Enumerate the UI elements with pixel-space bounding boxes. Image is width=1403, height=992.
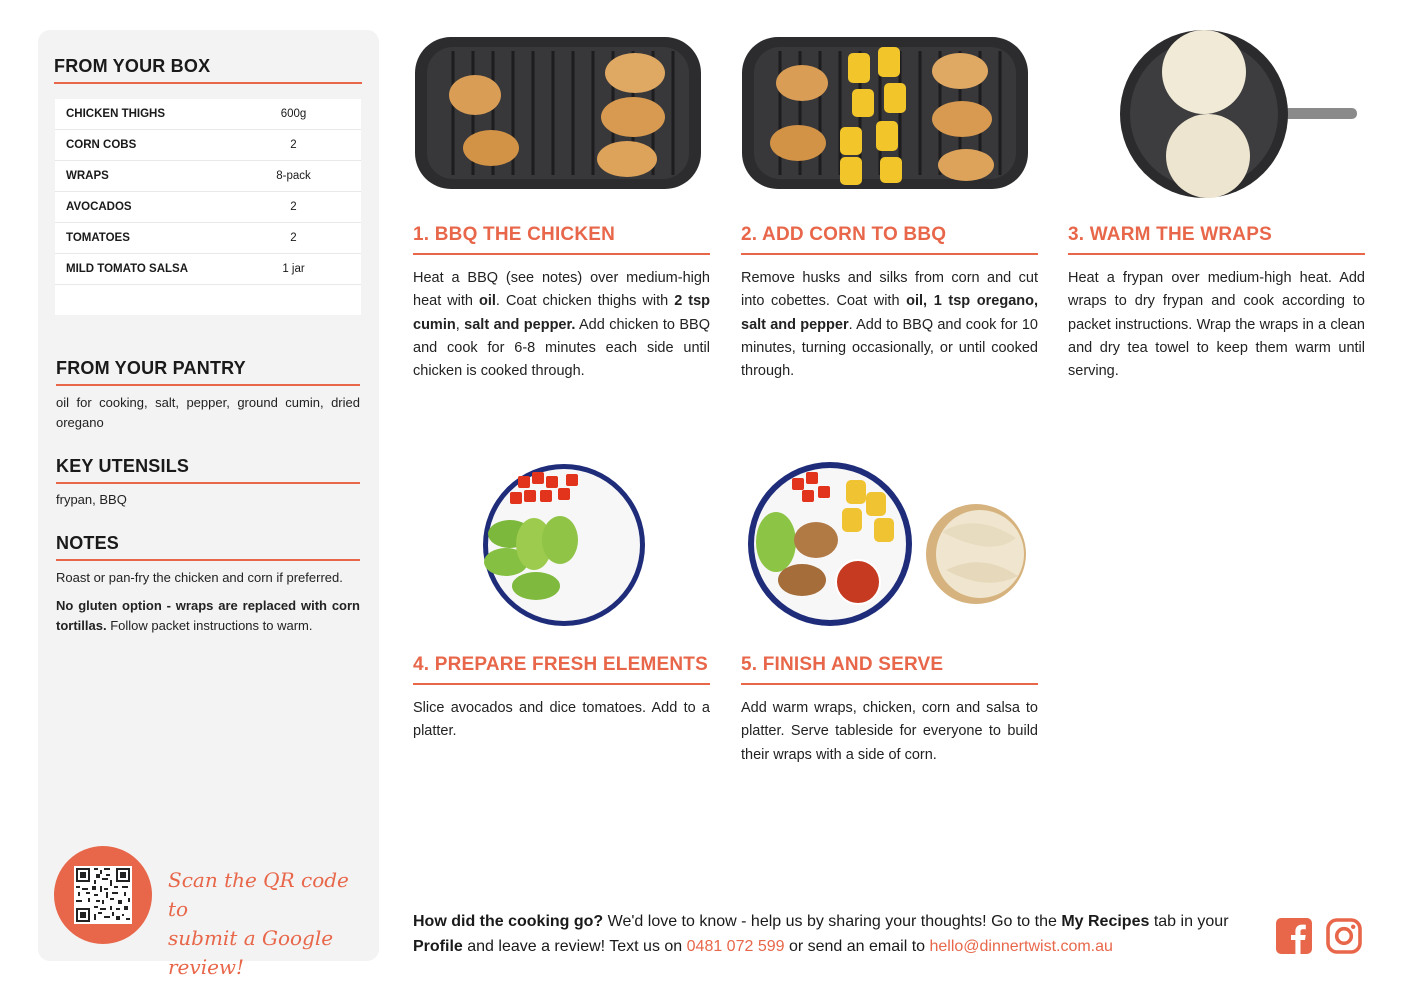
ingredient-qty: 600g bbox=[280, 108, 307, 120]
step-text-bold: 2 tsp cumin bbox=[413, 293, 710, 333]
step-text-bold: salt and pepper. bbox=[464, 316, 576, 333]
ingredient-qty: 2 bbox=[290, 201, 297, 213]
footer-text: and leave a review! Text us on bbox=[462, 938, 687, 955]
section-divider bbox=[56, 384, 360, 386]
step-text-bold: oil bbox=[479, 293, 496, 310]
email-link[interactable]: hello@dinnertwist.com.au bbox=[929, 938, 1113, 955]
table-row bbox=[55, 99, 361, 130]
step-1-photo bbox=[413, 33, 703, 193]
footer-question: How did the cooking go? bbox=[413, 913, 604, 930]
step-text-run: Heat a BBQ (see notes) over medium-high heat with bbox=[413, 270, 710, 310]
ingredient-name: AVOCADOS bbox=[66, 201, 132, 213]
step-4-photo bbox=[470, 462, 660, 627]
step-text-run: Heat a frypan over medium-high heat. Add wraps to dry frypan and cook according to packet instructions. Wrap the wraps in a clean and dry tea towel to keep them warm until serving. bbox=[1068, 270, 1365, 380]
step-5-photo bbox=[746, 462, 1032, 627]
facebook-icon[interactable] bbox=[1276, 918, 1312, 954]
no-gluten-bold: No gluten option - wraps are replaced with corn tortillas. bbox=[56, 598, 360, 633]
step-text-run: . Add to BBQ and cook for 10 minutes, turning occasionally, or until cooked through. bbox=[741, 316, 1038, 380]
table-row bbox=[55, 130, 361, 161]
step-1-title: 1. BBQ THE CHICKEN bbox=[413, 224, 616, 245]
step-5-text bbox=[741, 697, 1038, 767]
section-divider bbox=[56, 482, 360, 484]
step-divider bbox=[741, 683, 1038, 685]
step-divider bbox=[413, 253, 710, 255]
review-footer bbox=[413, 909, 1263, 959]
notes-text: Roast or pan-fry the chicken and corn if preferred. bbox=[56, 570, 343, 585]
step-text-run: Add chicken to BBQ and cook for 6-8 minutes each side until chicken is cooked through. bbox=[413, 316, 710, 380]
step-text-run: Add warm wraps, chicken, corn and salsa to platter. Serve tableside for everyone to build their wraps with a side of corn. bbox=[741, 700, 1038, 763]
step-1-text bbox=[413, 267, 710, 383]
phone-link[interactable]: 0481 072 599 bbox=[686, 938, 785, 955]
ingredient-name: WRAPS bbox=[66, 170, 109, 182]
step-2-photo bbox=[740, 33, 1030, 193]
step-text-run: . Coat chicken thighs with bbox=[495, 293, 675, 310]
step-text-run: Slice avocados and dice tomatoes. Add to a platter. bbox=[413, 700, 710, 740]
step-2-title: 2. ADD CORN TO BBQ bbox=[741, 224, 947, 245]
table-row bbox=[55, 254, 361, 285]
step-text-run: , bbox=[455, 316, 465, 333]
profile-label: Profile bbox=[413, 938, 463, 955]
step-4-text bbox=[413, 697, 710, 744]
from-your-pantry-title: FROM YOUR PANTRY bbox=[56, 358, 246, 378]
table-row-empty bbox=[55, 285, 361, 315]
step-divider bbox=[741, 253, 1038, 255]
step-divider bbox=[413, 683, 710, 685]
footer-text: tab in your bbox=[1149, 913, 1229, 930]
pantry-text: oil for cooking, salt, pepper, ground cumin, dried oregano bbox=[56, 395, 360, 430]
key-utensils-title: KEY UTENSILS bbox=[56, 456, 190, 476]
qr-code[interactable] bbox=[74, 866, 132, 924]
step-4-title: 4. PREPARE FRESH ELEMENTS bbox=[413, 654, 708, 675]
step-3-photo bbox=[1108, 28, 1358, 200]
ingredient-name: MILD TOMATO SALSA bbox=[66, 263, 189, 275]
table-row bbox=[55, 161, 361, 192]
ingredient-qty: 8-pack bbox=[276, 170, 311, 182]
footer-text: We'd love to know - help us by sharing your thoughts! Go to the bbox=[603, 913, 1062, 930]
step-5-title: 5. FINISH AND SERVE bbox=[741, 654, 944, 675]
ingredient-name: TOMATOES bbox=[66, 232, 130, 244]
footer-text: or send an email to bbox=[784, 938, 930, 955]
notes-title: NOTES bbox=[56, 533, 120, 553]
from-your-box-title: FROM YOUR BOX bbox=[54, 56, 211, 76]
instagram-icon[interactable] bbox=[1326, 918, 1362, 954]
box-ingredients-table bbox=[55, 99, 361, 315]
qr-code-icon bbox=[74, 866, 132, 924]
qr-caption bbox=[168, 866, 368, 982]
no-gluten-rest: Follow packet instructions to warm. bbox=[106, 618, 313, 633]
qr-caption-line: Scan the QR code to bbox=[168, 868, 349, 921]
section-divider bbox=[54, 82, 362, 84]
no-gluten-note bbox=[56, 596, 360, 636]
qr-caption-line: submit a Google review! bbox=[168, 926, 334, 979]
utensils-text: frypan, BBQ bbox=[56, 492, 127, 507]
ingredient-qty: 2 bbox=[290, 232, 297, 244]
ingredient-name: CHICKEN THIGHS bbox=[66, 108, 166, 120]
step-text-run: Remove husks and silks from corn and cut into cobettes. Coat with bbox=[741, 270, 1038, 310]
step-3-text bbox=[1068, 267, 1365, 383]
ingredient-qty: 1 jar bbox=[282, 263, 305, 275]
step-2-text bbox=[741, 267, 1038, 383]
table-row bbox=[55, 223, 361, 254]
my-recipes-label: My Recipes bbox=[1061, 913, 1150, 930]
step-text-bold: oil, 1 tsp oregano, salt and pepper bbox=[741, 293, 1038, 333]
step-3-title: 3. WARM THE WRAPS bbox=[1068, 224, 1272, 245]
table-row bbox=[55, 192, 361, 223]
section-divider bbox=[56, 559, 360, 561]
qr-code-badge[interactable] bbox=[54, 846, 152, 944]
ingredient-qty: 2 bbox=[290, 139, 297, 151]
step-divider bbox=[1068, 253, 1365, 255]
ingredient-name: CORN COBS bbox=[66, 139, 137, 151]
